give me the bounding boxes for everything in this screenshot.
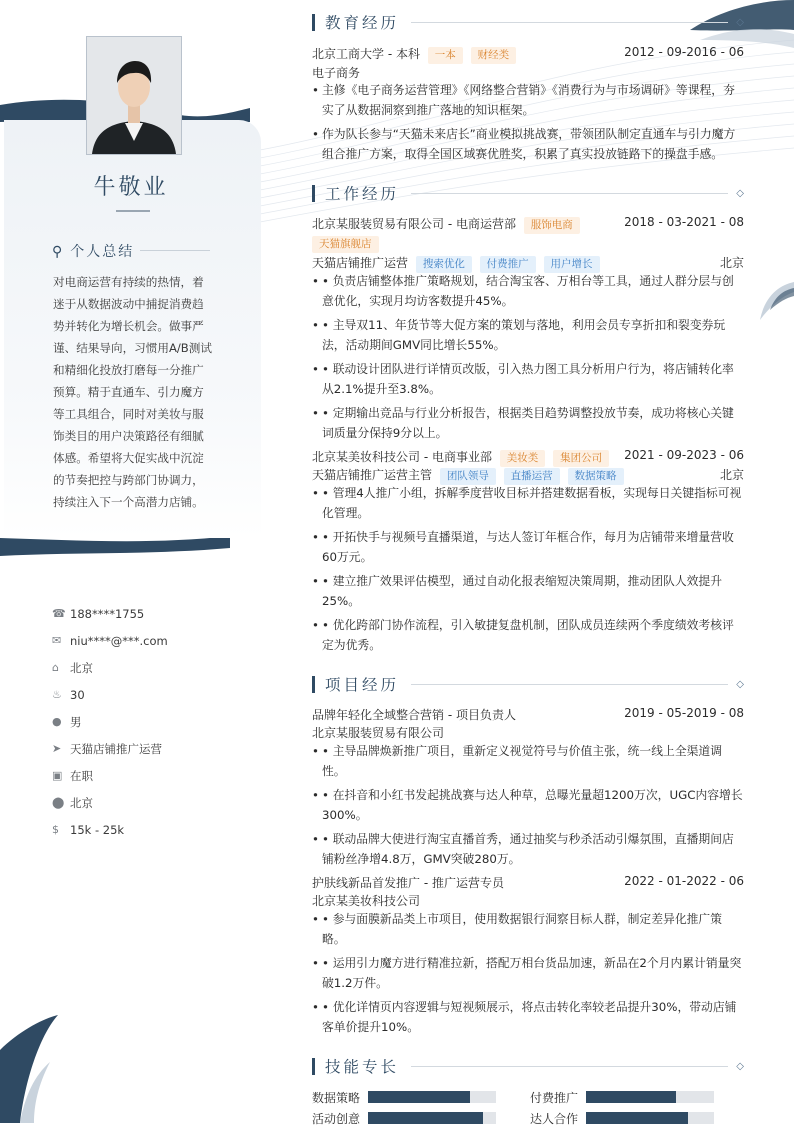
contact-item — [52, 600, 168, 627]
contact-value: 在职 — [70, 768, 93, 783]
company-tag: 天猫旗舰店 — [312, 236, 379, 253]
pin-icon: ◇ — [736, 678, 744, 690]
contact-item — [52, 789, 168, 816]
education-tag: 一本 — [428, 47, 463, 64]
work-bullet: • • 主导双11、年货节等大促方案的策划与落地，利用会员专享折扣和裂变券玩法，活动期间GMV同比增长55%。 — [312, 318, 726, 352]
section-title: 技能专长 — [325, 1058, 400, 1076]
project-bullet: • • 联动品牌大使进行淘宝直播首秀，通过抽奖与秒杀活动引爆氛围，直播期间店铺粉丝净增4.8万，GMV突破280万。 — [312, 832, 734, 866]
project-org: 北京某美妆科技公司 — [312, 894, 421, 908]
company-name: 北京某服装贸易有限公司 - 电商运营部 — [312, 217, 516, 231]
skill-label: 达人合作 — [530, 1112, 579, 1126]
work-company-row — [312, 215, 744, 234]
project-section-header — [312, 674, 744, 694]
work-bullet: • • 优化跨部门协作流程，引入敏捷复盘机制，团队成员连续两个季度绩效考核评定为优秀。 — [312, 618, 734, 652]
skill-fill — [586, 1112, 688, 1124]
contact-value: 15k - 25k — [70, 822, 125, 837]
role-title: 天猫店铺推广运营 — [312, 256, 409, 270]
project-title: 品牌年轻化全域整合营销 - 项目负责人 — [312, 708, 516, 722]
section-bar — [312, 676, 315, 693]
project-bullet: • • 优化详情页内容逻辑与短视频展示，将点击转化率较老品提升30%，带动店铺客单价提升10%。 — [312, 1000, 737, 1034]
education-school-row — [312, 45, 744, 64]
work-company-row — [312, 448, 744, 467]
company-tag: 美妆类 — [500, 450, 546, 467]
contact-value: 30 — [70, 687, 85, 702]
work-city: 北京 — [719, 468, 744, 482]
project-bullet: • • 主导品牌焕新推广项目，重新定义视觉符号与价值主张，统一线上全渠道调性。 — [312, 744, 723, 778]
pin-icon: ◇ — [736, 187, 744, 199]
portrait-image — [87, 37, 181, 154]
role-tag: 团队领导 — [440, 468, 496, 485]
contact-item — [52, 681, 168, 708]
briefcase-icon: ▣ — [52, 769, 63, 782]
work-section-header — [312, 183, 744, 203]
work-city: 北京 — [719, 256, 744, 270]
role-tag: 直播运营 — [504, 468, 560, 485]
pin-icon: ◇ — [736, 16, 744, 28]
work-bullet: • • 开拓快手与视频号直播渠道，与达人签订年框合作，每月为店铺带来增量营收60万元。 — [312, 530, 734, 564]
education-major: 电子商务 — [312, 66, 361, 80]
contact-value: 北京 — [70, 660, 93, 675]
section-rule — [411, 684, 728, 685]
company-tag: 集团公司 — [553, 450, 609, 467]
summary-heading-label: 个人总结 — [70, 244, 135, 260]
candidate-name: 牛敬业 — [93, 175, 169, 200]
company-tag: 服饰电商 — [524, 217, 580, 234]
project-title: 护肤线新品首发推广 - 推广运营专员 — [312, 876, 504, 890]
work-bullet: • • 定期输出竞品与行业分析报告，根据类目趋势调整投放节奏，成功将核心关键词质量分保持9分以上。 — [312, 406, 734, 440]
work-bullet: • • 负责店铺整体推广策略规划，结合淘宝客、万相台等工具，通过人群分层与创意优化，实现月均访客数提升45%。 — [312, 274, 734, 308]
project-period: 2022 - 01-2022 - 06 — [624, 874, 744, 888]
contact-value: 北京 — [70, 795, 93, 810]
summary-heading — [52, 241, 134, 261]
contact-item — [52, 735, 168, 762]
mail-icon: ✉ — [52, 634, 62, 647]
gender-icon: ● — [52, 715, 62, 728]
role-tag: 搜索优化 — [416, 256, 472, 273]
contact-value: 男 — [70, 714, 82, 729]
work-bullet: • • 联动设计团队进行详情页改版，引入热力图工具分析用户行为，将店铺转化率从2.1%提升至3.8%。 — [312, 362, 734, 396]
project-bullet: • • 在抖音和小红书发起挑战赛与达人种草，总曝光量超1200万次，UGC内容增长300%。 — [312, 788, 743, 822]
skill-track — [586, 1112, 714, 1124]
contact-item — [52, 708, 168, 735]
project-bullet: • • 参与面膜新品类上市项目，使用数据银行洞察目标人群，制定差异化推广策略。 — [312, 912, 723, 946]
education-bullet: • 作为队长参与“天猫未来店长”商业模拟挑战赛，带领团队制定直通车与引力魔方组合推广方案，取得全国区域赛优胜奖，积累了真实投放链路下的操盘手感。 — [312, 127, 736, 161]
project-bullet: • • 运用引力魔方进行精准拉新，搭配万相台货品加速，新品在2个月内累计销量突破1.2万件。 — [312, 956, 742, 990]
contact-item — [52, 627, 168, 654]
role-title: 天猫店铺推广运营主管 — [312, 468, 433, 482]
education-period: 2012 - 09-2016 - 06 — [624, 45, 744, 59]
section-bar — [312, 14, 315, 31]
section-title: 项目经历 — [325, 676, 400, 694]
contact-item — [52, 654, 168, 681]
contact-list — [52, 600, 168, 843]
project-org: 北京某服装贸易有限公司 — [312, 726, 445, 740]
section-title: 工作经历 — [325, 185, 400, 203]
contact-item — [52, 762, 168, 789]
project-title-row — [312, 874, 744, 891]
summary-rule — [140, 250, 210, 251]
education-bullet: • 主修《电子商务运营管理》《网络整合营销》《消费行为与市场调研》等课程，夯实了从数据洞察到推广落地的知识框架。 — [312, 83, 735, 117]
skill-track — [368, 1112, 496, 1124]
cake-icon: ♨ — [52, 688, 62, 701]
section-rule — [411, 193, 728, 194]
pin-icon: ⚲ — [52, 244, 65, 260]
section-rule — [411, 1066, 728, 1067]
work-bullet: • • 建立推广效果评估模型，通过自动化报表缩短决策周期，推动团队人效提升25%。 — [312, 574, 723, 608]
role-tag: 数据策略 — [568, 468, 624, 485]
skill-track — [586, 1091, 714, 1103]
skill-track — [368, 1091, 496, 1103]
name-underline — [116, 210, 150, 212]
phone-icon: ☎ — [52, 607, 66, 620]
contact-value: 天猫店铺推广运营 — [70, 741, 162, 756]
skill-fill — [368, 1112, 483, 1124]
role-tag: 付费推广 — [480, 256, 536, 273]
section-bar — [312, 1058, 315, 1075]
work-bullet: • • 管理4人推广小组，拆解季度营收目标并搭建数据看板，实现每日关键指标可视化管理。 — [312, 486, 742, 520]
summary-text: 对电商运营有持续的热情，着迷于从数据波动中捕捉消费趋势并转化为增长机会。做事严谨、结果导向，习惯用A/B测试和精细化投放打磨每一分推广预算。精于直通车、引力魔方等工具组合，同时对美妆与服饰类目的用户决策路径有细腻体感。希望将大促实战中沉淀的节奏把控与跨部门协调力，持续注入下一个高潜力店铺。 — [53, 275, 212, 509]
skill-fill — [586, 1091, 676, 1103]
work-period: 2018 - 03-2021 - 08 — [624, 215, 744, 229]
home-icon: ⌂ — [52, 661, 59, 674]
contact-value: niu****@***.com — [70, 633, 168, 648]
education-section-header — [312, 12, 744, 32]
salary-icon: $ — [52, 823, 59, 836]
project-period: 2019 - 05-2019 - 08 — [624, 706, 744, 720]
contact-item — [52, 816, 168, 843]
skill-fill — [368, 1091, 470, 1103]
company-name: 北京某美妆科技公司 - 电商事业部 — [312, 450, 492, 464]
work-company-tags-row — [312, 236, 744, 253]
section-bar — [312, 185, 315, 202]
send-icon: ➤ — [52, 742, 62, 755]
education-tag: 财经类 — [471, 47, 517, 64]
work-period: 2021 - 09-2023 - 06 — [624, 448, 744, 462]
section-title: 教育经历 — [325, 14, 400, 32]
profile-photo — [86, 36, 182, 155]
pin-icon: ◇ — [736, 1060, 744, 1072]
skill-label: 活动创意 — [312, 1112, 361, 1126]
role-tag: 用户增长 — [544, 256, 600, 273]
skill-label: 数据策略 — [312, 1091, 361, 1105]
location-icon: ⬤ — [52, 796, 65, 809]
section-rule — [411, 22, 728, 23]
project-title-row — [312, 706, 744, 723]
skill-label: 付费推广 — [530, 1091, 579, 1105]
skills-section-header — [312, 1056, 744, 1076]
school-name: 北京工商大学 - 本科 — [312, 47, 420, 61]
contact-value: 188****1755 — [70, 606, 145, 621]
